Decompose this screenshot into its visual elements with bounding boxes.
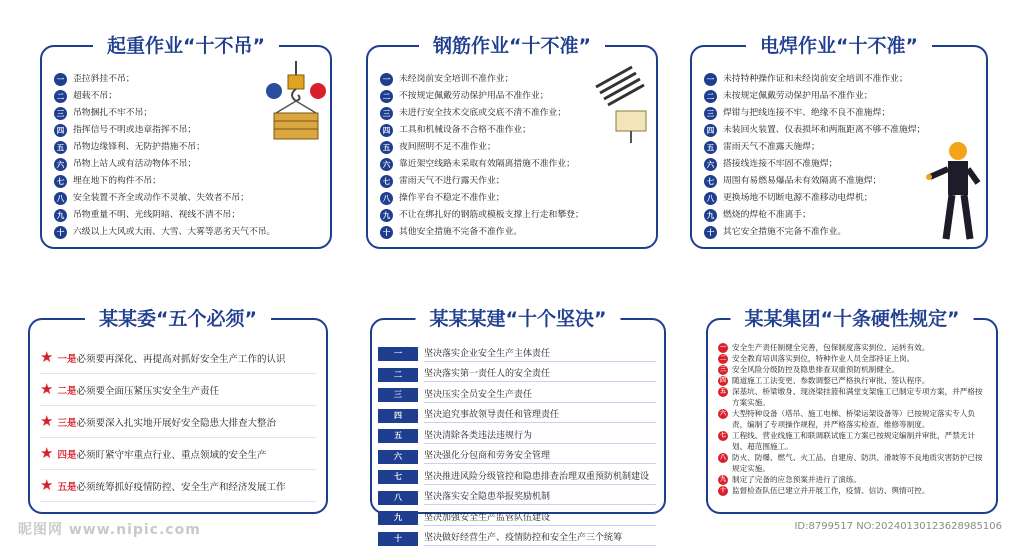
number-badge: 八 [704,192,717,205]
hard-rule-text: 随道施工工法变更、参数调整已严格执行审批、签认程序。 [732,376,930,385]
rule-item [54,190,322,207]
number-bar: 十 [378,532,418,546]
panel-ten-hard-rules [706,308,998,514]
panel-five-musts [28,308,328,514]
hard-rule-item [718,375,988,386]
number-badge: 十 [380,226,393,239]
panel-rebar-rules [366,35,658,249]
must-item [40,438,316,470]
must-ordinal: 四是 [57,449,77,461]
rule-text: 夜间照明不足不准作业； [399,142,496,152]
rule-item [704,71,978,88]
must-item [40,406,316,438]
rule-text: 吊物重量不明、光线阴暗、视线不清不吊； [73,210,241,220]
resolution-text: 坚决做好经营生产、疫情防控和安全生产三个统筹 [424,531,656,546]
resolution-text: 坚决落实第一责任人的安全责任 [424,367,656,382]
rule-text: 不让在绑扎好的钢筋或模板支撑上行走和攀登； [399,210,584,220]
rule-list [378,344,656,547]
number-badge: 九 [380,209,393,222]
must-text: 必须统筹抓好疫情防控、安全生产和经济发展工作 [76,481,286,493]
rule-text: 焊钳与把线连接不牢、绝缘不良不准施焊； [723,108,891,118]
rule-item [380,173,648,190]
must-ordinal: 三是 [57,417,77,429]
rule-text: 其他安全措施不完备不准作业。 [399,227,523,237]
panel-title: 某某集团“十条硬性规定” [731,304,974,334]
panel-title: 某某委“五个必须” [85,304,271,334]
rule-item [54,224,322,241]
hard-rule-item [718,342,988,353]
resolution-item [378,447,656,468]
number-badge: 三 [704,107,717,120]
rule-text: 不按规定佩戴劳动保护用品不准作业； [399,91,549,101]
resolution-item [378,529,656,547]
rule-text: 更换场地不切断电源不准移动电焊机； [723,193,873,203]
number-badge: 三 [54,107,67,120]
number-badge: 七 [54,175,67,188]
number-badge: 十 [54,226,67,239]
panel-ten-resolutions [370,308,666,544]
resolution-text: 坚决强化分包商和劳务安全管理 [424,449,656,464]
number-badge: 六 [719,409,726,417]
number-badge: 六 [704,158,717,171]
number-badge: 五 [719,387,726,395]
rule-item [380,190,648,207]
crane-hook-illustration [264,61,328,143]
resolution-text: 坚决推进风险分级管控和隐患排查治理双重预防机制建设 [424,470,656,485]
must-ordinal: 五是 [57,481,77,493]
hard-rule-item [718,386,988,408]
rule-text: 未经岗前安全培训不准作业； [399,74,514,84]
panel-title: 某某某建“十个坚决” [416,304,621,334]
image-id-watermark: ID:8799517 NO:20240130123628985106 [790,520,1006,533]
resolution-item [378,508,656,529]
must-ordinal: 一是 [57,353,77,365]
hard-rule-item [718,408,988,430]
rule-text: 吊物上站人或有活动物体不吊； [73,159,197,169]
hard-rule-item [718,364,988,375]
star-icon: ★ [40,444,54,462]
number-badge: 七 [704,175,717,188]
number-badge: 九 [704,209,717,222]
must-item [40,374,316,406]
rule-text: 操作平台不稳定不准作业； [399,193,505,203]
resolution-text: 坚决追究事故领导责任和管理责任 [424,408,656,423]
must-text: 必须要再深化、再提高对抓好安全生产工作的认识 [76,353,286,365]
number-badge: 四 [719,376,726,384]
number-badge: 九 [719,475,726,483]
panel-title: 电焊作业“十不准” [746,31,932,61]
star-icon: ★ [40,348,54,366]
rule-text: 工具和机械设备不合格不准作业； [399,125,531,135]
rule-item [380,156,648,173]
rule-text: 超载不吊； [73,91,117,101]
must-item [40,342,316,374]
resolution-item [378,467,656,488]
rule-text: 未装回火装置、仪表损坏和两瓶距离不够不准施焊； [723,125,926,135]
must-ordinal: 二是 [57,385,77,397]
rule-item [54,173,322,190]
rebar-bundle-illustration [592,65,654,145]
hard-rule-text: 深基坑、桥梁墩身、现浇梁挂篮和满堂支架施工已制定专项方案，并严格按方案实施。 [732,387,983,407]
number-badge: 二 [704,90,717,103]
panel-welding-rules [690,35,988,249]
must-text: 必须盯紧守牢重点行业、重点领域的安全生产 [76,449,267,461]
rule-text: 安全装置不齐全或动作不灵敏、失效者不吊； [73,193,249,203]
number-badge: 四 [54,124,67,137]
rule-text: 雷雨天气不准露天施焊； [723,142,820,152]
number-badge: 四 [704,124,717,137]
number-badge: 一 [54,73,67,86]
hard-rule-text: 工程线、营业线施工和联调联试施工方案已按规定编制并审批，严禁无计划、超范围施工。 [732,431,975,451]
number-badge: 一 [719,343,726,351]
rule-item [380,207,648,224]
rule-text: 歪拉斜挂不吊； [73,74,135,84]
must-text: 必须要全面压紧压实安全生产责任 [76,385,219,397]
rule-text: 燃烧的焊枪不准离手； [723,210,811,220]
number-badge: 二 [380,90,393,103]
resolution-text: 坚决清除各类违法违规行为 [424,429,656,444]
resolution-item [378,488,656,509]
rule-text: 未进行安全技术交底或交底不清不准作业； [399,108,567,118]
number-badge: 七 [380,175,393,188]
rule-text: 埋在地下的构件不吊； [73,176,161,186]
number-bar: 九 [378,511,418,525]
number-badge: 五 [704,141,717,154]
rule-item [704,88,978,105]
resolution-item [378,365,656,386]
star-icon: ★ [40,476,54,494]
hard-rule-text: 大型特种设备（塔吊、施工电梯、桥梁运架设备等）已按规定落实专人负责，编制了专项操作规程，并严格落实检查、维修等制度。 [732,409,975,429]
hard-rule-text: 安全教育培训落实到位，特种作业人员全部持证上岗。 [732,354,915,363]
hard-rule-text: 安全风险分级防控及隐患排查双重预防机制健全。 [732,365,900,374]
rule-list [718,342,988,496]
hard-rule-item [718,485,988,496]
rule-item [54,207,322,224]
resolution-text: 坚决压实全员安全生产责任 [424,388,656,403]
number-badge: 一 [380,73,393,86]
number-badge: 三 [380,107,393,120]
number-bar: 三 [378,388,418,402]
rule-item [704,122,978,139]
number-badge: 八 [54,192,67,205]
number-bar: 八 [378,491,418,505]
resolution-text: 坚决落实企业安全生产主体责任 [424,347,656,362]
hard-rule-text: 监督检查队伍已建立并开展工作，疫情、信访、舆情可控。 [732,486,930,495]
number-bar: 一 [378,347,418,361]
hard-rule-item [718,474,988,485]
number-badge: 八 [380,192,393,205]
hard-rule-text: 安全生产责任制健全完善，包保制度落实到位、运转有效。 [732,343,930,352]
must-text: 必须要深入扎实地开展好安全隐患大排查大整治 [76,417,276,429]
panel-title: 钢筋作业“十不准” [419,31,605,61]
rule-text: 未持特种操作证和未经岗前安全培训不准作业； [723,74,908,84]
resolution-item [378,385,656,406]
rule-text: 吊物边缘锋利、无防护措施不吊； [73,142,205,152]
number-bar: 七 [378,470,418,484]
hard-rule-item [718,430,988,452]
rule-text: 搭接线连接不牢固不准施焊； [723,159,838,169]
rule-item [704,105,978,122]
resolution-item [378,426,656,447]
rule-text: 指挥信号不明或违章指挥不吊； [73,125,197,135]
number-bar: 二 [378,368,418,382]
star-icon: ★ [40,380,54,398]
number-badge: 十 [704,226,717,239]
rule-item [380,224,648,241]
star-icon: ★ [40,412,54,430]
hard-rule-text: 制定了完备的应急预案并进行了演练。 [732,475,862,484]
number-bar: 六 [378,450,418,464]
number-badge: 三 [719,365,726,373]
welder-illustration [924,139,984,243]
number-badge: 二 [54,90,67,103]
resolution-text: 坚决落实安全隐患举报奖励机制 [424,490,656,505]
panel-title: 起重作业“十不吊” [93,31,279,61]
rule-text: 六级以上大风或大雨、大雪、大雾等恶劣天气不吊。 [73,227,276,237]
number-badge: 二 [719,354,726,362]
hard-rule-item [718,452,988,474]
number-badge: 一 [704,73,717,86]
number-badge: 八 [719,453,726,461]
rule-text: 靠近架空线路未采取有效隔离措施不准作业； [399,159,575,169]
number-badge: 五 [54,141,67,154]
number-badge: 五 [380,141,393,154]
rule-list [40,342,316,502]
number-badge: 九 [54,209,67,222]
panel-lifting-rules [40,35,332,249]
number-badge: 六 [54,158,67,171]
rule-text: 其它安全措施不完备不准作业。 [723,227,847,237]
rule-text: 周围有易燃易爆品未有效隔离不准施焊； [723,176,882,186]
number-badge: 四 [380,124,393,137]
rule-text: 未按规定佩戴劳动保护用品不准作业； [723,91,873,101]
number-badge: 七 [719,431,726,439]
number-bar: 五 [378,429,418,443]
site-watermark: 昵图网 www.nipic.com [18,522,201,538]
resolution-item [378,406,656,427]
must-item [40,470,316,502]
number-badge: 六 [380,158,393,171]
rule-text: 吊物捆扎不牢不吊； [73,108,153,118]
resolution-text: 坚决加强安全生产监管队伍建设 [424,511,656,526]
number-badge: 十 [719,486,726,494]
resolution-item [378,344,656,365]
hard-rule-item [718,353,988,364]
hard-rule-text: 防火、防爆、燃气、火工品、自建房、防洪、滑坡等不良地质灾害防护已按规定实施。 [732,453,983,473]
rule-text: 雷雨天气不进行露天作业； [399,176,505,186]
rule-item [54,156,322,173]
number-bar: 四 [378,409,418,423]
